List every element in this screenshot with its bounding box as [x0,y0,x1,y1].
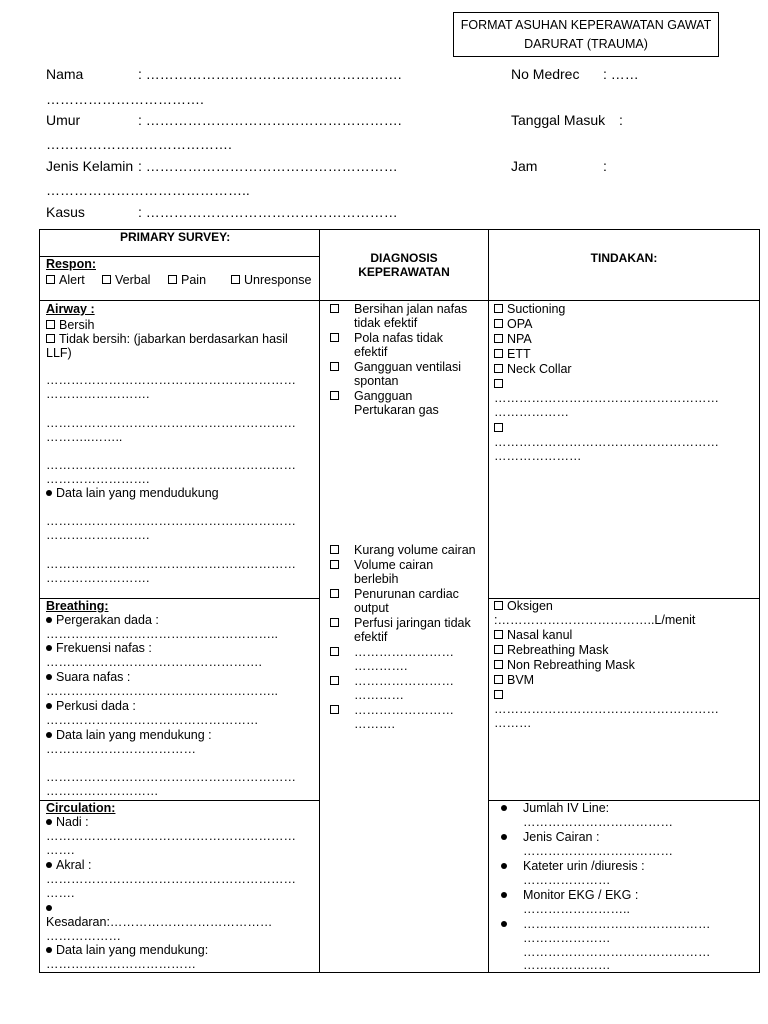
bullet-icon [46,905,52,911]
tindakan-jenis-cairan-label: Jenis Cairan : [501,830,599,844]
checkbox-icon [494,423,503,432]
circulation-kesadaran-bullet [46,901,56,915]
diagnosa-pola-nafas-label: Pola nafas tidak [354,331,443,345]
airway-notes-line[interactable]: ……………………. [46,528,150,542]
checkbox-icon [494,630,503,639]
breathing-pergerakan-field[interactable]: ……………………………………………….. [46,627,278,641]
checkbox-icon [494,349,503,358]
diagnosa-volume-cairan-checkbox[interactable] [330,543,343,557]
checkbox-icon [330,362,339,371]
tindakan-nasal-kanul-checkbox[interactable]: Nasal kanul [494,628,572,642]
airway-tindakan-cell [489,301,760,599]
checkbox-icon [494,601,503,610]
bullet-icon [501,921,507,927]
diagnosa-ventilasi-label-cont: spontan [354,374,399,388]
checkbox-icon [494,379,503,388]
checkbox-icon [330,676,339,685]
tindakan-ekg-field[interactable]: …………………….. [523,902,630,916]
bullet-icon [46,674,52,680]
respon-alert-label: Alert [59,273,85,287]
tindakan-other-2-field[interactable]: ……………………………………………… [494,435,719,449]
primary-survey-heading: PRIMARY SURVEY: [120,230,231,244]
bullet-icon [46,819,52,825]
tindakan-circulation-other-2-field[interactable]: ……………………………………… [523,945,711,959]
bullet-icon [501,805,507,811]
nama-field[interactable]: : ………………………………………………. [138,66,402,82]
tindakan-ett-checkbox[interactable]: ETT [494,347,531,361]
checkbox-icon [330,391,339,400]
airway-data-lain-label: Data lain yang mendudukung [46,486,219,500]
checkbox-icon [330,333,339,342]
tanggal-masuk-label: Tanggal Masuk [511,112,606,128]
checkbox-icon [494,304,503,313]
umur-field-cont[interactable]: …………………………………. [46,136,232,152]
tindakan-ekg-label: Monitor EKG / EKG : [501,888,638,902]
diagnosa-cardiac-checkbox[interactable] [330,587,343,601]
tindakan-suctioning-checkbox[interactable]: Suctioning [494,302,565,316]
breathing-suara-label: Suara nafas : [46,670,130,684]
diagnosa-perfusi-label: Perfusi jaringan tidak [354,616,471,630]
diagnosa-pertukaran-gas-checkbox[interactable] [330,389,343,403]
checkbox-icon [330,647,339,656]
diagnosa-other-2-checkbox[interactable] [330,674,343,688]
airway-tidak-bersih-checkbox[interactable] [46,332,288,346]
tindakan-opa-checkbox[interactable]: OPA [494,317,532,331]
umur-field[interactable]: : ………………………………………………. [138,112,402,128]
breathing-data-lain-label: Data lain yang mendukung : [46,728,212,742]
tindakan-other-1-field-cont[interactable]: ……………… [494,405,569,419]
checkbox-icon [494,690,503,699]
respon-unresponse-label: Unresponse [244,273,312,287]
tindakan-oksigen-checkbox[interactable]: Oksigen [494,599,553,613]
diagnosa-ventilasi-label: Gangguan ventilasi [354,360,462,374]
tindakan-kateter-field[interactable]: ………………… [523,873,611,887]
circulation-tindakan-cell [489,801,760,973]
respon-verbal-checkbox[interactable] [102,273,150,287]
tindakan-circulation-other-1-field-cont[interactable]: ………………… [523,931,611,945]
bullet-icon [46,490,52,496]
checkbox-icon [494,364,503,373]
diagnosis-header-cell [320,230,489,301]
umur-label: Umur [46,112,81,128]
form-title-box [453,12,719,57]
respon-pain-checkbox[interactable] [168,273,206,287]
diagnosa-perfusi-label-cont: efektif [354,630,388,644]
checkbox-icon [494,319,503,328]
airway-notes-line[interactable]: ……………………. [46,472,150,486]
airway-notes-line[interactable]: …………………………………………………… [46,373,296,387]
tindakan-other-2-checkbox[interactable] [494,421,507,435]
tindakan-header-cell [489,230,760,301]
diagnosa-cardiac-label: Penurunan cardiac [354,587,459,601]
diagnosa-volume-berlebih-label-cont: berlebih [354,572,399,586]
tanggal-masuk-field[interactable]: : [619,112,623,128]
medrec-label: No Medrec [511,66,580,82]
checkbox-icon [330,545,339,554]
tindakan-breathing-other-field[interactable]: ……………………………………………… [494,702,719,716]
breathing-label: Breathing: [46,599,109,613]
bullet-icon [501,834,507,840]
medrec-field[interactable]: : …… [603,66,639,82]
nama-field-cont[interactable]: ……………………………. [46,91,204,107]
circulation-data-lain-label: Data lain yang mendukung: [46,943,208,957]
circulation-akral-field-cont[interactable]: ……. [46,886,75,900]
tindakan-breathing-other-checkbox[interactable] [494,688,507,702]
tindakan-rebreathing-checkbox[interactable]: Rebreathing Mask [494,643,608,657]
checkbox-icon [494,645,503,654]
diagnosa-ventilasi-checkbox[interactable] [330,360,343,374]
nama-label: Nama [46,66,84,82]
diagnosis-heading-2: KEPERAWATAN [358,265,450,279]
jenis-kelamin-field-cont[interactable]: …………………………………….. [46,182,250,198]
respon-label: Respon: [46,257,96,271]
breathing-data-lain-field[interactable]: ……………………………… [46,742,196,756]
tindakan-oksigen-field[interactable]: :………………………………..L/menit [494,613,696,627]
airway-notes-line[interactable]: …………………………………………………… [46,514,296,528]
diagnosa-volume-berlebih-checkbox[interactable] [330,558,343,572]
respon-alert-checkbox[interactable] [46,273,85,287]
bullet-icon [46,617,52,623]
checkbox-icon [231,275,240,284]
diagnosa-other-2-field[interactable]: …………………… [354,674,454,688]
checkbox-icon [330,618,339,627]
airway-notes-line[interactable]: ……………………. [46,387,150,401]
airway-tidak-bersih-label: Tidak bersih: (jabarkan berdasarkan hasil [59,332,288,346]
circulation-label: Circulation: [46,801,116,815]
diagnosa-perfusi-checkbox[interactable] [330,616,343,630]
jenis-kelamin-label: Jenis Kelamin [46,158,134,174]
breathing-perkusi-label: Perkusi dada : [46,699,136,713]
diagnosa-pola-nafas-checkbox[interactable] [330,331,343,345]
tindakan-other-2-field-cont[interactable]: ………………… [494,449,582,463]
jam-label: Jam [511,158,538,174]
assessment-table [39,229,760,973]
checkbox-icon [330,705,339,714]
respon-pain-label: Pain [181,273,207,287]
breathing-cell [40,599,320,801]
diagnosa-other-3-checkbox[interactable] [330,703,343,717]
circulation-kesadaran-field-cont[interactable]: ……………… [46,929,121,943]
circulation-data-lain-field[interactable]: ……………………………… [46,957,196,971]
primary-survey-header-cell [40,230,320,301]
airway-notes-line[interactable]: …………………………………………………… [46,458,296,472]
checkbox-icon [494,675,503,684]
diagnosa-pertukaran-gas-label: Gangguan [354,389,413,403]
checkbox-icon [330,560,339,569]
diagnosa-bersihan-checkbox[interactable] [330,302,343,316]
bullet-icon [46,947,52,953]
checkbox-icon [494,334,503,343]
breathing-suara-field[interactable]: ……………………………………………….. [46,684,278,698]
respon-verbal-label: Verbal [115,273,151,287]
airway-notes-line[interactable]: …………………………………………………… [46,557,296,571]
breathing-notes-line[interactable]: ……………………… [46,784,159,798]
tindakan-iv-line-field[interactable]: ……………………………… [523,815,673,829]
respon-unresponse-checkbox[interactable] [231,273,311,287]
airway-bersih-checkbox[interactable] [46,318,94,332]
airway-tidak-bersih-label-cont: LLF) [46,346,72,360]
circulation-nadi-field[interactable]: …………………………………………………… [46,829,296,843]
tindakan-jenis-cairan-field[interactable]: ……………………………… [523,844,673,858]
kasus-field[interactable]: : ……………………………………………… [138,204,398,220]
tindakan-non-rebreathing-checkbox[interactable]: Non Rebreathing Mask [494,658,635,672]
breathing-notes-line[interactable]: …………………………………………………… [46,770,296,784]
jenis-kelamin-field[interactable]: : ……………………………………………… [138,158,398,174]
checkbox-icon [494,660,503,669]
diagnosa-bersihan-label: Bersihan jalan nafas [354,302,468,316]
checkbox-icon [168,275,177,284]
diagnosa-bersihan-label-cont: tidak efektif [354,316,418,330]
breathing-frekuensi-field[interactable]: ……………………………………………. [46,655,262,669]
diagnosa-other-1-field[interactable]: …………………… [354,645,454,659]
breathing-perkusi-field[interactable]: …………………………………………… [46,713,259,727]
diagnosa-other-1-checkbox[interactable] [330,645,343,659]
airway-notes-line[interactable]: ……………………. [46,571,150,585]
circulation-nadi-label: Nadi : [46,815,89,829]
diagnosa-pertukaran-gas-label-cont: Pertukaran gas [354,403,439,417]
circulation-nadi-field-cont[interactable]: ……. [46,843,75,857]
bullet-icon [501,892,507,898]
airway-cell [40,301,320,599]
breathing-tindakan-cell [489,599,760,801]
diagnosa-other-2-field-cont[interactable]: ………… [354,688,404,702]
checkbox-icon [46,275,55,284]
bullet-icon [46,703,52,709]
tindakan-circulation-other-2-field-cont[interactable]: ………………… [523,958,611,972]
checkbox-icon [330,304,339,313]
circulation-akral-field[interactable]: …………………………………………………… [46,872,296,886]
bullet-icon [46,645,52,651]
tindakan-kateter-label: Kateter urin /diuresis : [501,859,645,873]
bullet-icon [501,863,507,869]
kasus-label: Kasus [46,204,85,220]
airway-bersih-label: Bersih [59,318,95,332]
tindakan-other-1-checkbox[interactable] [494,377,507,391]
breathing-frekuensi-label: Frekuensi nafas : [46,641,152,655]
tindakan-iv-line-label: Jumlah IV Line: [501,801,609,815]
airway-label: Airway : [46,302,95,316]
airway-notes-line[interactable]: ………..…….. [46,430,123,444]
circulation-cell [40,801,320,973]
circulation-akral-label: Akral : [46,858,91,872]
tindakan-npa-checkbox[interactable]: NPA [494,332,532,346]
circulation-kesadaran-field[interactable]: Kesadaran:………………………………… [46,915,273,929]
tindakan-circulation-other-1-field[interactable]: ……………………………………… [501,917,711,931]
tindakan-bvm-checkbox[interactable]: BVM [494,673,534,687]
diagnosa-pola-nafas-label-cont: efektif [354,345,388,359]
checkbox-icon [46,334,55,343]
diagnosa-other-3-field-cont[interactable]: ………. [354,717,395,731]
breathing-pergerakan-label: Pergerakan dada : [46,613,159,627]
checkbox-icon [102,275,111,284]
tindakan-heading: TINDAKAN: [590,251,658,265]
tindakan-breathing-other-field-cont[interactable]: ……… [494,716,532,730]
diagnosa-volume-cairan-label: Kurang volume cairan [354,543,476,557]
diagnosa-other-3-field[interactable]: …………………… [354,703,454,717]
diagnosa-volume-berlebih-label: Volume cairan [354,558,434,572]
tindakan-neck-collar-checkbox[interactable]: Neck Collar [494,362,572,376]
diagnosis-cell [320,301,489,973]
bullet-icon [46,862,52,868]
form-title-line1: FORMAT ASUHAN KEPERAWATAN GAWAT [460,18,712,32]
jam-field[interactable]: : [603,158,607,174]
bullet-icon [46,732,52,738]
diagnosa-other-1-field-cont[interactable]: …………. [354,659,408,673]
checkbox-icon [330,589,339,598]
form-title-line2: DARURAT (TRAUMA) [524,37,648,51]
tindakan-other-1-field[interactable]: ……………………………………………… [494,391,719,405]
checkbox-icon [46,320,55,329]
diagnosis-heading-1: DIAGNOSIS [370,251,438,265]
diagnosa-cardiac-label-cont: output [354,601,389,615]
airway-notes-line[interactable]: …………………………………………………… [46,416,296,430]
